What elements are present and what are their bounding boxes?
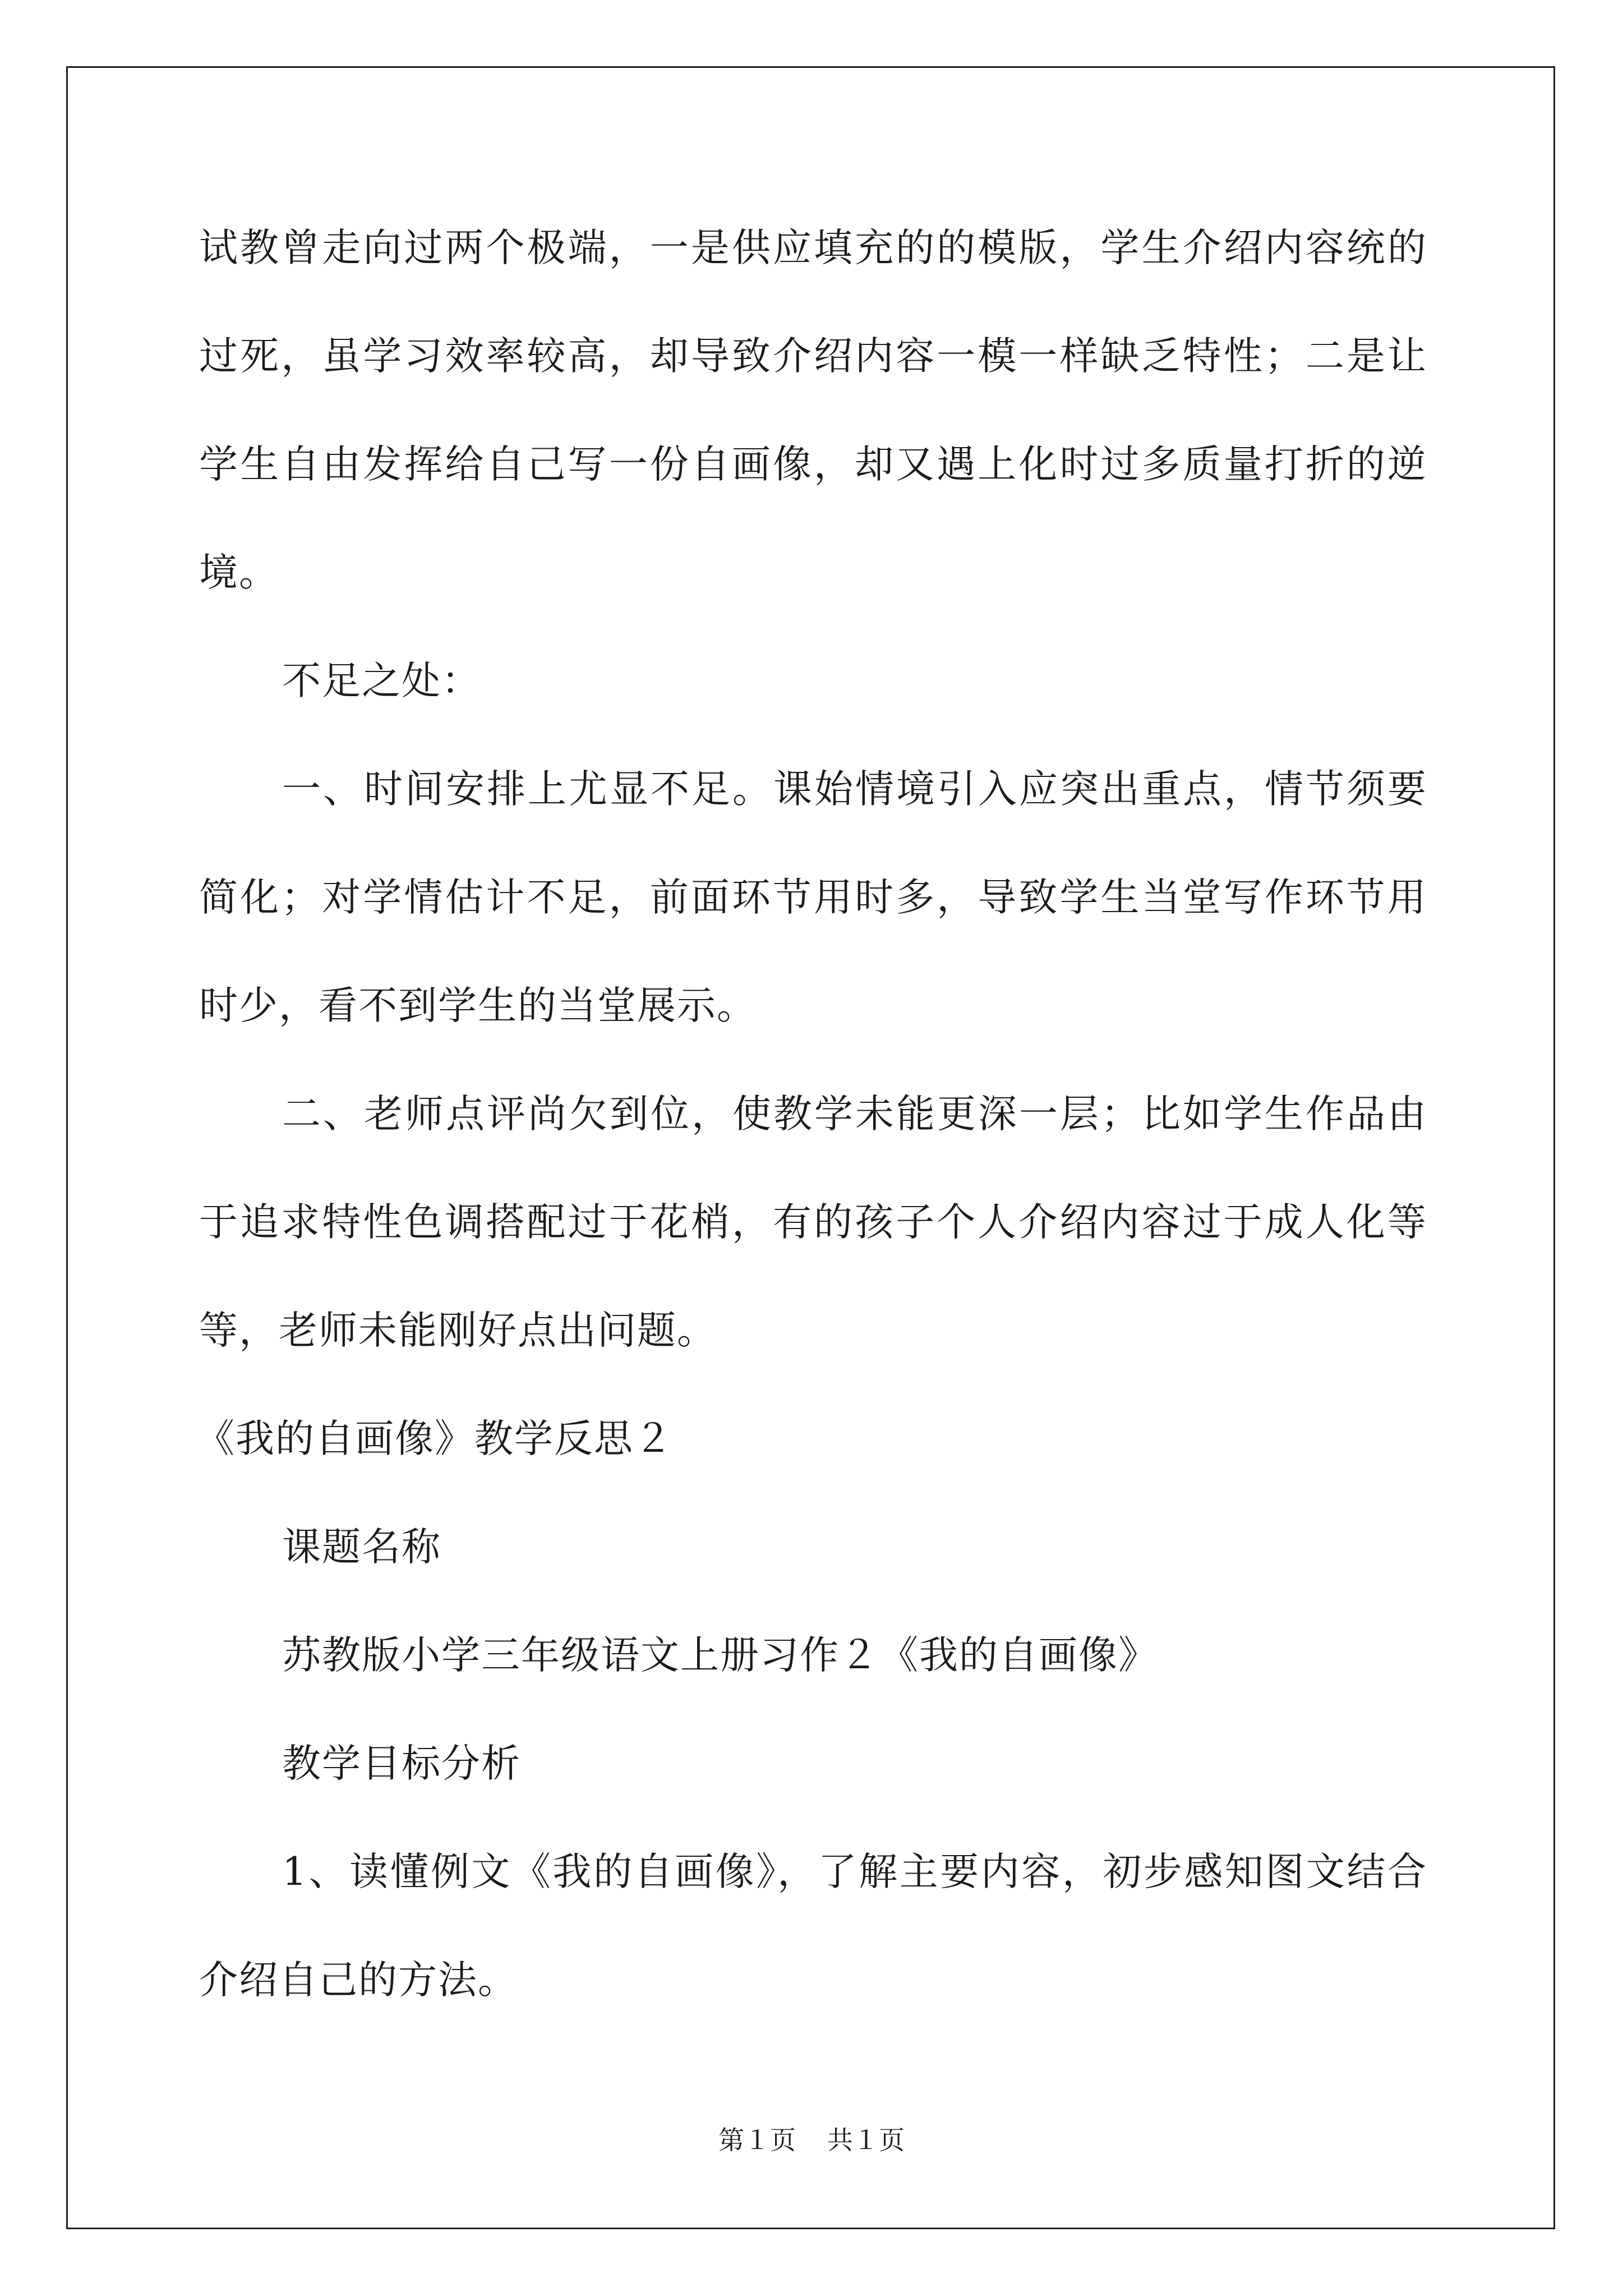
paragraph-line: 于追求特性色调搭配过于花梢，有的孩子个人介绍内容过于成人化等 [199, 1200, 1427, 1245]
section-label: 不足之处： [282, 659, 481, 703]
paragraph-line: 一、时间安排上尤显不足。课始情境引入应突出重点，情节须要 [282, 767, 1427, 812]
page-border [66, 66, 1555, 2229]
paragraph-line: 等，老师未能刚好点出问题。 [199, 1308, 717, 1353]
paragraph-line: 二、老师点评尚欠到位，使教学未能更深一层；比如学生作品由 [282, 1092, 1427, 1137]
page-number: 第１页 [718, 2125, 796, 2155]
section-heading: 《我的自画像》教学反思２ [196, 1416, 674, 1461]
page-total: 共１页 [827, 2125, 905, 2155]
paragraph-line: 试教曾走向过两个极端，一是供应填充的的模版，学生介绍内容统的 [199, 226, 1427, 270]
paragraph-line: 苏教版小学三年级语文上册习作２《我的自画像》 [282, 1633, 1158, 1678]
paragraph-line: 简化；对学情估计不足，前面环节用时多，导致学生当堂写作环节用 [199, 875, 1427, 920]
paragraph-line: 1、读懂例文《我的自画像》，了解主要内容，初步感知图文结合 [282, 1849, 1427, 1894]
paragraph-line: 介绍自己的方法。 [199, 1958, 518, 2003]
paragraph-line: 学生自由发挥给自己写一份自画像，却又遇上化时过多质量打折的逆 [199, 442, 1427, 487]
paragraph-line: 境。 [199, 550, 279, 595]
paragraph-line: 时少，看不到学生的当堂展示。 [199, 983, 757, 1028]
paragraph-line: 过死，虽学习效率较高，却导致介绍内容一模一样缺乏特性；二是让 [199, 334, 1427, 379]
page-footer [0, 2123, 1623, 2157]
section-label: 课题名称 [282, 1525, 441, 1570]
section-label: 教学目标分析 [282, 1741, 521, 1786]
